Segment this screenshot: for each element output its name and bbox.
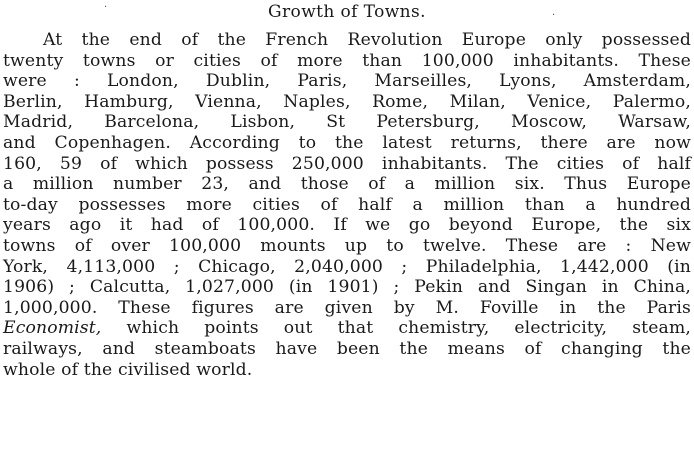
text-segment: 1,000,000. These figures are given by M. Foville in the Paris	[3, 297, 691, 318]
text-line: railways, and steamboats have been the means of changing the	[3, 338, 691, 359]
text-line: towns of over 100,000 mounts up to twelve. These are : New	[3, 235, 691, 256]
text-line: and Copenhagen. According to the latest returns, there are now	[3, 132, 691, 153]
text-line: whole of the civilised world.	[3, 359, 253, 380]
page-title: Growth of Towns.	[268, 2, 426, 22]
text-line: At the end of the French Revolution Europe only possessed	[43, 30, 691, 50]
text-segment: which points out that chemistry, electricity, steam,	[101, 318, 691, 339]
text-line: Berlin, Hamburg, Vienna, Naples, Rome, Milan, Venice, Palermo,	[3, 91, 691, 112]
text-line: Madrid, Barcelona, Lisbon, St Petersburg, Moscow, Warsaw,	[3, 112, 691, 133]
text-line: were : London, Dublin, Paris, Marseilles, Lyons, Amsterdam,	[3, 71, 691, 92]
text-line	[3, 318, 691, 339]
text-line: to-day possesses more cities of half a million than a hundred	[3, 194, 691, 215]
scan-speck: ·	[552, 10, 556, 21]
text-line: years ago it had of 100,000. If we go beyond Europe, the six	[3, 215, 691, 236]
text-line: a million number 23, and those of a million six. Thus Europe	[3, 174, 691, 195]
scan-speck: ·	[104, 2, 108, 13]
text-line: 1906) ; Calcutta, 1,027,000 (in 1901) ; Pekin and Singan in China,	[3, 277, 691, 298]
publication-title: Economist,	[3, 318, 102, 339]
text-line: twenty towns or cities of more than 100,000 inhabitants. These	[3, 50, 691, 71]
text-line: 160, 59 of which possess 250,000 inhabitants. The cities of half	[3, 153, 691, 174]
text-line: York, 4,113,000 ; Chicago, 2,040,000 ; Philadelphia, 1,442,000 (in	[3, 256, 691, 277]
article-body	[3, 30, 691, 380]
text-line	[3, 298, 691, 319]
